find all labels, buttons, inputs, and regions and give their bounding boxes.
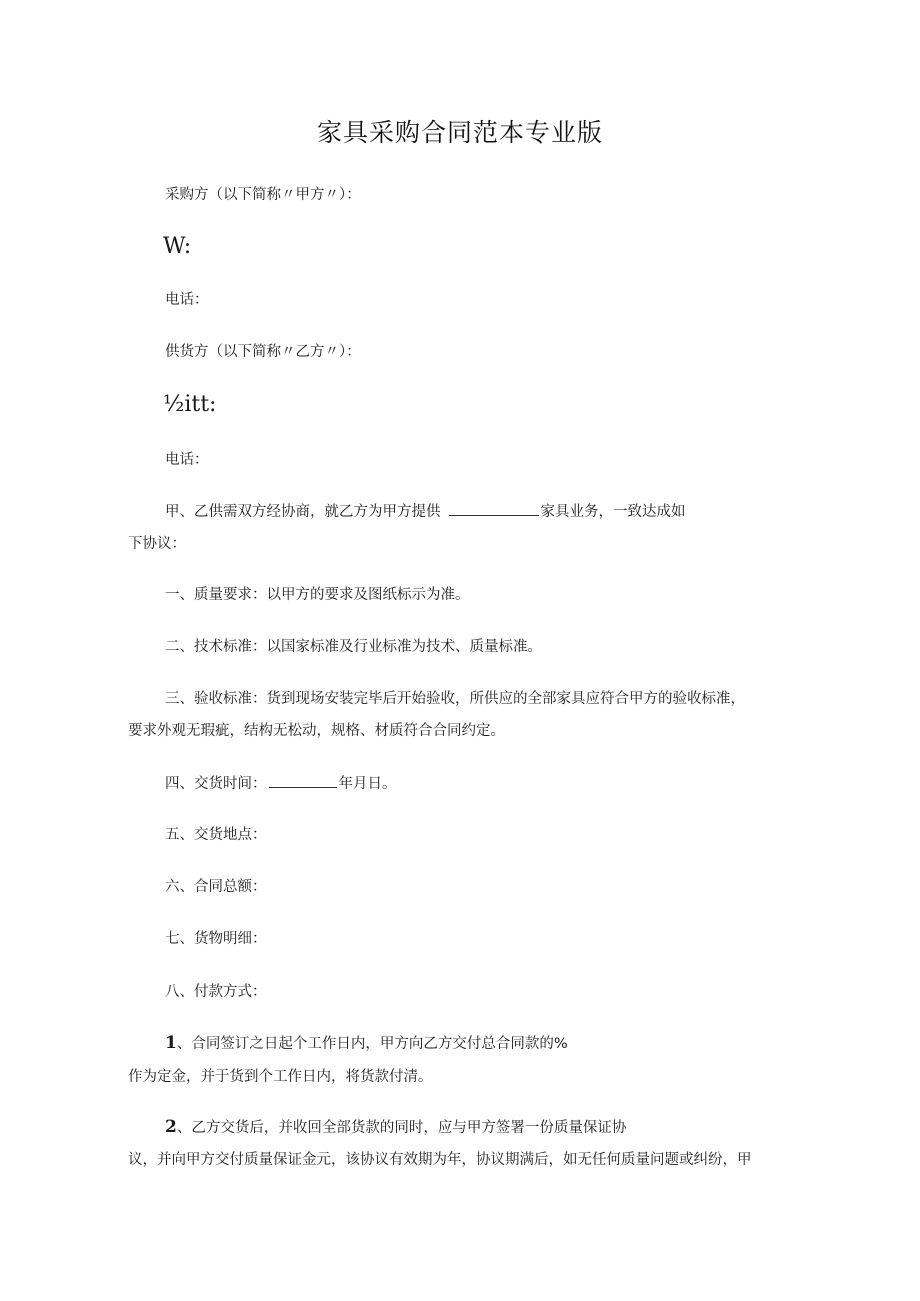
product-blank	[449, 501, 539, 516]
clause-acceptance-line-1: 三、验收标准：货到现场安装完毕后开始验收，所供应的全部家具应符合甲方的验收标准，	[165, 691, 745, 707]
clause-quality: 一、质量要求：以甲方的要求及图纸标示为准。	[165, 587, 470, 603]
payment-item-2-line-1	[165, 1117, 626, 1138]
payment-item-1-line-1	[165, 1033, 568, 1054]
clause-technical-standard: 二、技术标准：以国家标准及行业标准为技术、质量标准。	[165, 639, 542, 655]
intro-text-after-blank: 家具业务，一致达成如	[540, 504, 686, 520]
payment-item-2-number: 2	[165, 1117, 177, 1137]
clause-payment-method: 八、付款方式：	[165, 984, 267, 1000]
clause-acceptance-line-2: 要求外观无瑕疵，结构无松动，规格、材质符合合同约定。	[128, 723, 505, 739]
supplier-label: 供货方（以下简称〃乙方〃）：	[165, 344, 361, 360]
buyer-address-label: W:	[163, 234, 192, 259]
supplier-address-label: ½itt:	[163, 392, 217, 417]
delivery-time-label: 四、交货时间：	[165, 776, 267, 792]
buyer-phone-label: 电话：	[165, 292, 209, 308]
supplier-phone-label: 电话：	[165, 452, 209, 468]
payment-item-2-line-2: 议，并向甲方交付质量保证金元，该协议有效期为年，协议期满后，如无任何质量问题或纠纷，甲	[128, 1152, 752, 1168]
payment-item-2-text: 、乙方交货后，并收回全部货款的同时，应与甲方签署一份质量保证协	[176, 1120, 627, 1136]
clause-delivery-time	[165, 773, 397, 794]
buyer-label: 采购方（以下简称〃甲方〃）：	[165, 187, 361, 203]
clause-goods-detail: 七、货物明细：	[165, 931, 267, 947]
payment-item-1-text: 、合同签订之日起个工作日内，甲方向乙方交付总合同款的%	[176, 1036, 568, 1052]
intro-line-2: 下协议：	[128, 536, 186, 552]
payment-item-1-line-2: 作为定金，并于货到个工作日内，将货款付清。	[128, 1069, 433, 1085]
delivery-date-blank	[269, 773, 337, 788]
clause-delivery-place: 五、交货地点：	[165, 827, 267, 843]
intro-text-before-blank: 甲、乙供需双方经协商，就乙方为甲方提供	[165, 504, 441, 520]
delivery-date-suffix: 年月日。	[338, 776, 397, 792]
intro-line-1	[165, 501, 686, 522]
page-title: 家具采购合同范本专业版	[316, 118, 603, 147]
payment-item-1-number: 1	[165, 1033, 177, 1053]
clause-contract-total: 六、合同总额：	[165, 879, 267, 895]
